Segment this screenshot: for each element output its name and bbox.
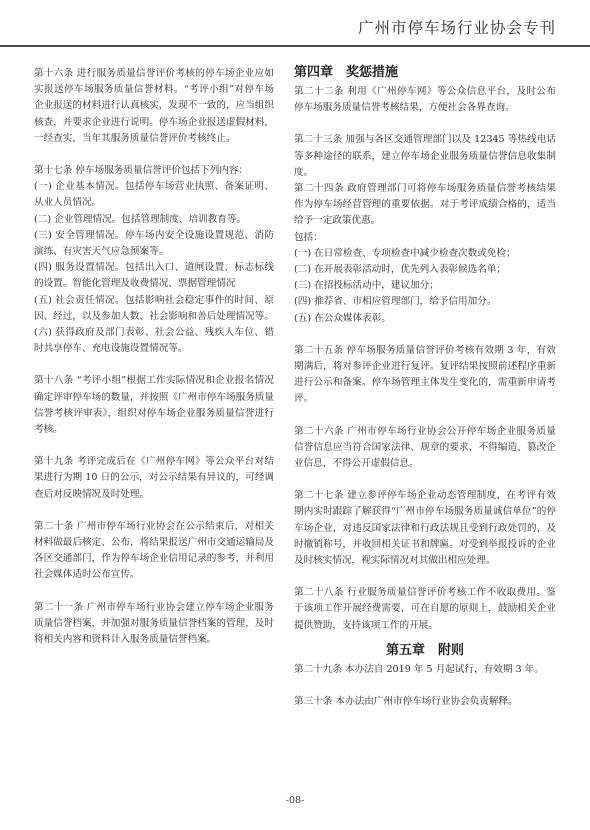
journal-title: 广州市停车场行业协会专刊 bbox=[357, 19, 556, 37]
left-column bbox=[34, 66, 274, 664]
article-17-item: (一) 企业基本情况。包括停车场营业执照、备案证明、从业人员情况。 bbox=[34, 181, 274, 209]
page-header bbox=[0, 0, 590, 52]
article-23: 第二十三条 加强与各区交通管理部门以及 12345 等热线电话等多种途径的联系，建立停车场企业服务质量信誉信息收集制度。 bbox=[294, 134, 556, 178]
article-20: 第二十条 广州市停车场行业协会在公示结束后，对相关材料做最后核定、公布，将结果报送广州市交通运输局及各区交通部门，作为停车场企业信用记录的参考，并利用社会媒体适时公布宣传。 bbox=[34, 520, 274, 581]
article-21: 第二十一条 广州市停车场行业协会建立停车场企业服务质量信誉档案，并加强对服务质量信誉档案的管理，及时将相关内容和资料计入服务质量信誉档案。 bbox=[34, 601, 274, 646]
right-column bbox=[294, 66, 556, 726]
header-rule bbox=[0, 45, 590, 47]
article-17-item: (五) 社会责任情况。包括影响社会稳定事件的时间、原因、经过，以及参加人数、社会影响和善后处理情况等。 bbox=[34, 294, 274, 322]
article-24-includes: 包括： bbox=[294, 231, 323, 243]
article-16: 第十六条 进行服务质量信誉评价考核的停车场企业应如实报送停车场服务质量信誉材料。“考评小组”对停车场企业报送的材料进行认真核实，发现不一致的，应当组织核查，并要求企业进行说明。停车场企业报送虚假材料，一经查实，当年其服务质量信誉评价考核终止。 bbox=[34, 68, 274, 144]
page-number: -08- bbox=[285, 795, 305, 806]
article-24-item: (五) 在公众媒体表彰。 bbox=[294, 312, 391, 324]
article-29: 第二十九条 本办法自 2019 年 5 月起试行，有效期 3 年。 bbox=[294, 663, 544, 675]
article-24-item: (三) 在招投标活动中，建议加分； bbox=[294, 280, 439, 292]
article-17-intro: 第十七条 停车场服务质量信誉评价包括下列内容： bbox=[34, 165, 249, 177]
article-27: 第二十七条 建立参评停车场企业动态管理制度，在考评有效期内实时跟踪了解获得“广州市停车场服务质量诚信单位”的停车场企业，对违反国家法律和行政法规且受到行政处罚的，及时撤销称号，并收回相关证书和牌匾。对受到举报投诉的企业及时核实情况，视实际情况对其做出相应处理。 bbox=[294, 490, 556, 567]
article-17-item: (二) 企业管理情况。包括管理制度、培训教育等。 bbox=[34, 213, 247, 225]
chapter-5-heading: 第五章 附则 bbox=[385, 642, 464, 658]
chapter-4-heading: 第四章 奖惩措施 bbox=[294, 65, 399, 80]
article-25: 第二十五条 停车场服务质量信誉评价考核有效期 3 年，有效期满后，将对参评企业进行复评。复评结果按照前述程序重新进行公示和备案。停车场管理主体发生变化的，需重新申请考评。 bbox=[294, 344, 556, 405]
article-24 bbox=[294, 181, 556, 327]
article-17-item: (六) 获得政府及部门表彰、社会公益、残疾人车位、错时共享停车、充电设施设置情况等。 bbox=[34, 327, 274, 355]
article-19: 第十九条 考评完成后在《广州停车网》等公众平台对结果进行为期 10 日的公示，对公示结果有异议的，可经调查后对反映情况及时处理。 bbox=[34, 456, 274, 500]
article-24-item: (四) 推荐省、市相应管理部门，给予信用加分。 bbox=[294, 296, 497, 308]
article-18: 第十八条 “考评小组”根据工作实际情况和企业报名情况确定评审停车场的数量，并按照《广州市停车场服务质量信誉考核评审表》，组织对停车场企业服务质量信誉进行考核。 bbox=[34, 375, 274, 436]
article-30: 第三十条 本办法由广州市停车场行业协会负责解释。 bbox=[294, 696, 518, 708]
article-24-body: 第二十四条 政府管理部门可将停车场服务质量信誉考核结果作为停车场经营管理的重要依据。对于考评成绩合格的，适当给予一定政策优惠。 bbox=[294, 183, 556, 227]
article-24-item: (一) 在日常检查、专项检查中减少检查次数或免检； bbox=[294, 247, 516, 259]
article-17-item: (四) 服务设置情况。包括出入口、道闸设置、标志标线的设置。智能化管理及收费情况、票据管理情况 bbox=[34, 262, 274, 290]
article-28: 第二十八条 行业服务质量信誉评价考核工作不收取费用。鉴于该项工作开展经费需要，可在自愿的原则上，鼓励相关企业提供赞助，支持该项工作的开展。 bbox=[294, 587, 556, 631]
article-17-item: (三) 安全管理情况。停车场内安全设施设置规范、消防演练、有灾害天气应急预案等。 bbox=[34, 229, 274, 258]
article-17 bbox=[34, 163, 274, 357]
article-24-item: (二) 在开展表彰活动时，优先列入表彰候选名单； bbox=[294, 264, 507, 276]
article-26: 第二十六条 广州市停车场行业协会公开停车场企业服务质量信誉信息应当符合国家法律、规章的要求，不得编造、篡改企业信息，不得公开虚假信息。 bbox=[294, 425, 556, 470]
article-22: 第二十二条 利用《广州停车网》等公众信息平台，及时公布停车场服务质量信誉考核结果，方便社会各界查询。 bbox=[294, 86, 556, 114]
